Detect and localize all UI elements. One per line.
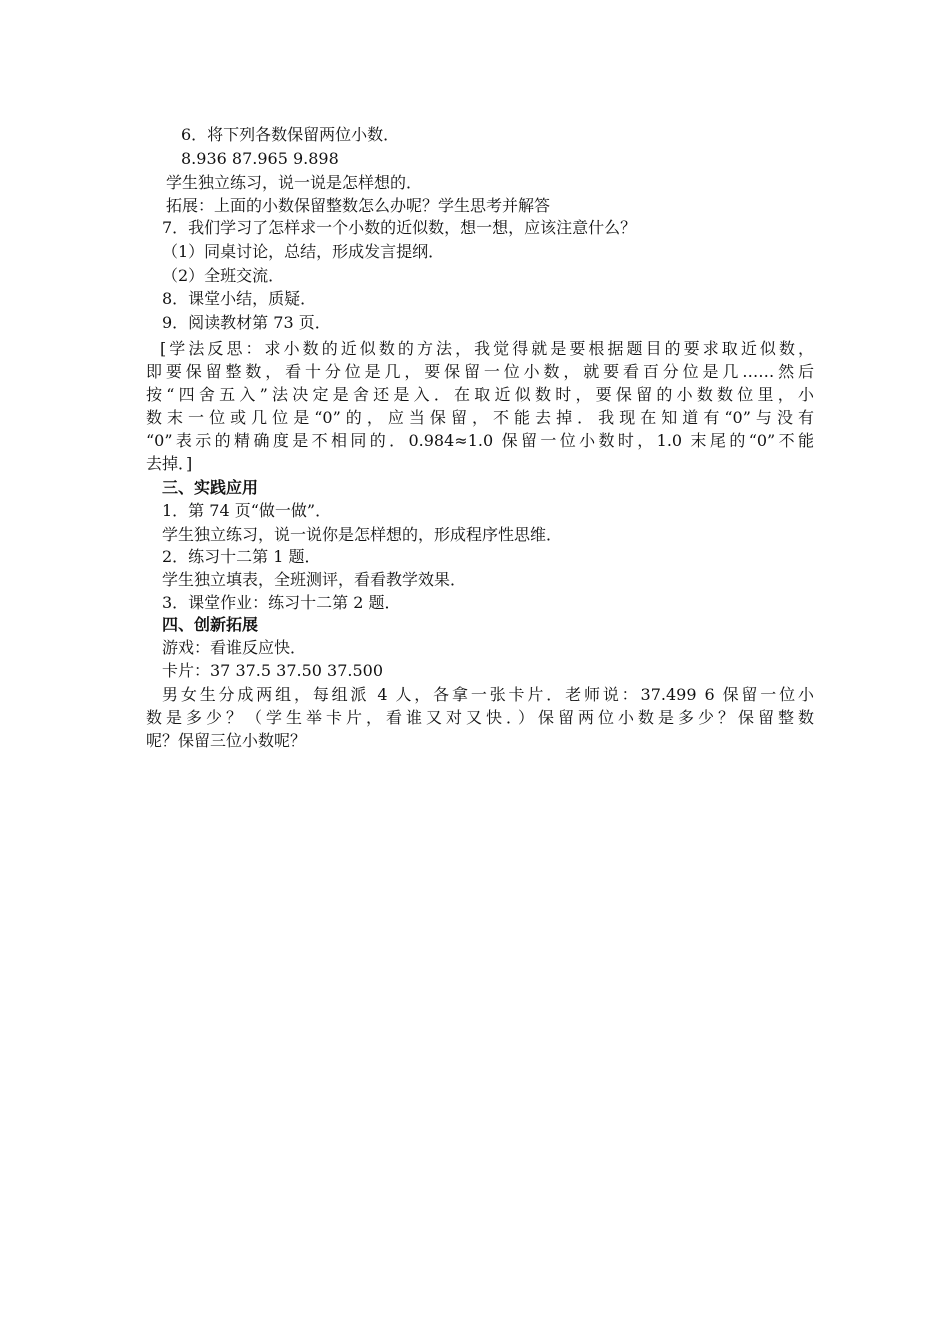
game-line: 游戏：看谁反应快． bbox=[162, 638, 307, 657]
sub-item-1: （1）同桌讨论，总结，形成发言提纲． bbox=[162, 242, 445, 261]
practice-item-1: 1．第 74 页“做一做”． bbox=[162, 501, 332, 520]
section-heading-innovation: 四、创新拓展 bbox=[162, 615, 259, 634]
practice-note-2: 学生独立填表，全班测评，看看教学效果． bbox=[162, 570, 467, 589]
numbers-line: 8.936 87.965 9.898 bbox=[181, 149, 339, 168]
practice-item-2: 2．练习十二第 1 题． bbox=[162, 547, 321, 566]
game-description-line: 数是多少？（学生举卡片，看谁又对又快．）保留两位小数是多少？保留整数 bbox=[146, 708, 814, 727]
practice-line: 学生独立练习，说一说是怎样想的． bbox=[166, 173, 423, 192]
reflection-line: 数末一位或几位是“0”的，应当保留，不能去掉．我现在知道有“0”与没有 bbox=[146, 408, 814, 427]
section-heading-practice: 三、实践应用 bbox=[162, 478, 259, 497]
game-description-line: 呢？保留三位小数呢？ bbox=[146, 731, 307, 750]
reflection-line: 即要保留整数，看十分位是几，要保留一位小数，就要看百分位是几……然后 bbox=[146, 362, 814, 381]
game-description-line: 男女生分成两组，每组派 4 人，各拿一张卡片．老师说：37.499 6 保留一位小 bbox=[162, 685, 814, 704]
reflection-line: 去掉．] bbox=[146, 454, 193, 473]
item-9-text: 9．阅读教材第 73 页． bbox=[162, 313, 331, 332]
reflection-line: [学法反思：求小数的近似数的方法，我觉得就是要根据题目的要求取近似数， bbox=[160, 339, 814, 358]
cards-line: 卡片：37 37.5 37.50 37.500 bbox=[162, 661, 384, 680]
extension-line: 拓展：上面的小数保留整数怎么办呢？学生思考并解答 bbox=[166, 196, 551, 215]
reflection-line: “0”表示的精确度是不相同的．0.984≈1.0 保留一位小数时，1.0 末尾的“0”不能 bbox=[146, 431, 814, 450]
item-7-text: 7．我们学习了怎样求一个小数的近似数，想一想，应该注意什么？ bbox=[162, 218, 637, 237]
practice-note-1: 学生独立练习，说一说你是怎样想的，形成程序性思维． bbox=[162, 525, 563, 544]
reflection-line: 按“四舍五入”法决定是舍还是入．在取近似数时，要保留的小数数位里，小 bbox=[146, 385, 814, 404]
item-6-text: 6．将下列各数保留两位小数． bbox=[181, 125, 400, 144]
sub-item-2: （2）全班交流． bbox=[162, 266, 285, 285]
item-8-text: 8．课堂小结，质疑． bbox=[162, 289, 317, 308]
practice-item-3: 3．课堂作业：练习十二第 2 题． bbox=[162, 593, 401, 612]
